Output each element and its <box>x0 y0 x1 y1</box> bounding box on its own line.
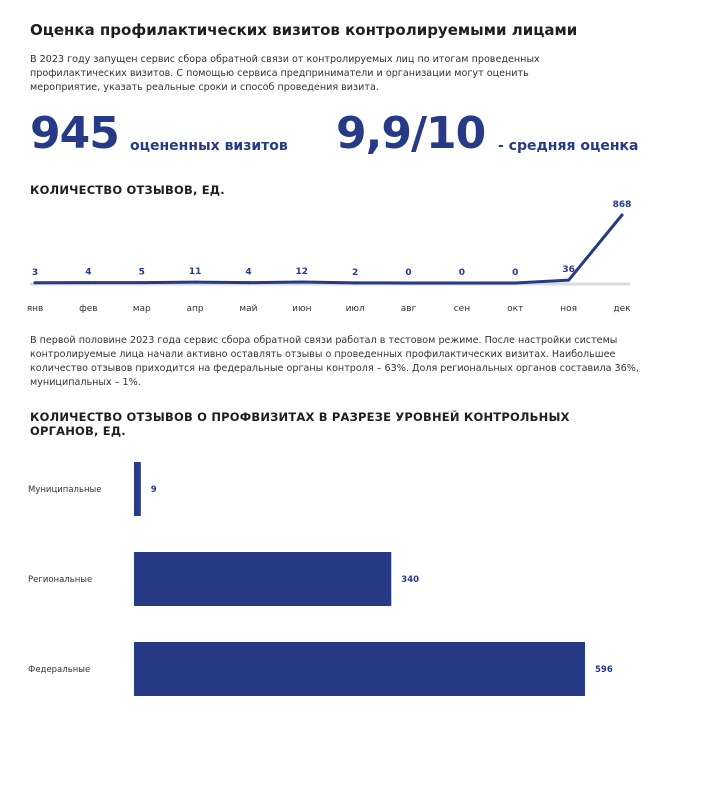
data-point <box>194 281 197 284</box>
data-point <box>460 282 463 285</box>
monthly-reviews-line-chart <box>0 195 705 325</box>
y-tick-label: Федеральные <box>28 665 91 675</box>
intro-paragraph: В 2023 году запущен сервис сбора обратной связи от контролируемых лиц по итогам проведенных профилактических визитов. С помощью сервиса предприниматели и организации могут оценить мероприятие, указать реальные сроки и способ проведения визита. <box>30 54 540 93</box>
data-label: 5 <box>138 267 145 278</box>
bar <box>134 462 141 516</box>
data-point <box>407 282 410 285</box>
x-tick-label: окт <box>507 304 524 314</box>
x-tick-label: апр <box>186 304 204 314</box>
data-label: 868 <box>612 200 632 210</box>
data-label: 9 <box>150 485 157 495</box>
x-tick-label: сен <box>453 304 471 314</box>
x-tick-label: дек <box>613 304 631 314</box>
x-tick-label: май <box>239 304 258 314</box>
data-label: 12 <box>295 267 309 278</box>
page-title: Оценка профилактических визитов контролируемыми лицами <box>30 21 578 39</box>
data-point <box>354 281 357 284</box>
x-tick-label: июн <box>292 304 312 314</box>
data-label: 4 <box>245 267 252 278</box>
data-label: 11 <box>188 267 202 278</box>
monthly-chart-title: КОЛИЧЕСТВО ОТЗЫВОВ, ЕД. <box>30 183 225 197</box>
data-point <box>34 281 37 284</box>
x-tick-label: фев <box>79 304 98 314</box>
data-point <box>300 281 303 284</box>
visits-caption: оцененных визитов <box>130 138 288 154</box>
bar <box>134 642 585 696</box>
x-tick-label: авг <box>400 304 417 314</box>
y-tick-label: Муниципальные <box>28 485 102 495</box>
x-tick-label: июл <box>345 304 365 314</box>
data-label: 4 <box>85 267 92 278</box>
y-tick-label: Региональные <box>28 575 93 585</box>
data-label: 36 <box>562 265 575 276</box>
visits-count: 945 <box>30 108 119 159</box>
data-label: 340 <box>401 575 420 585</box>
levels-chart-title: КОЛИЧЕСТВО ОТЗЫВОВ О ПРОФВИЗИТАХ В РАЗРЕЗЕ УРОВНЕЙ КОНТРОЛЬНЫХ ОРГАНОВ, ЕД. <box>30 410 570 438</box>
data-label: 0 <box>405 268 412 278</box>
x-tick-label: янв <box>26 304 44 314</box>
data-label: 596 <box>595 665 613 675</box>
monthly-note: В первой половине 2023 года сервис сбора обратной связи работал в тестовом режиме. После настройки системы контролируемые лица начали активно оставлять отзывы о проведенных профилактических визитах. Наибольшее количество отзывов приходится на федеральные органы контроля – 63%. Доля региональных органов составила 36%, муниципальных – 1%. <box>30 335 639 388</box>
levels-bar-chart <box>0 450 705 710</box>
data-label: 3 <box>31 267 39 278</box>
data-label: 0 <box>458 268 466 278</box>
rating-caption: - средняя оценка <box>498 138 639 154</box>
data-point <box>87 281 90 284</box>
data-label: 2 <box>352 267 359 278</box>
data-point <box>140 281 143 284</box>
data-point <box>514 282 517 285</box>
x-tick-label: ноя <box>560 304 578 314</box>
data-point <box>621 214 624 217</box>
rating-value: 9,9/10 <box>336 108 486 159</box>
bar <box>134 552 391 606</box>
data-point <box>567 279 570 282</box>
data-label: 0 <box>512 268 519 278</box>
series-line-reviews <box>35 215 622 283</box>
x-tick-label: мар <box>132 304 151 314</box>
data-point <box>247 281 250 284</box>
